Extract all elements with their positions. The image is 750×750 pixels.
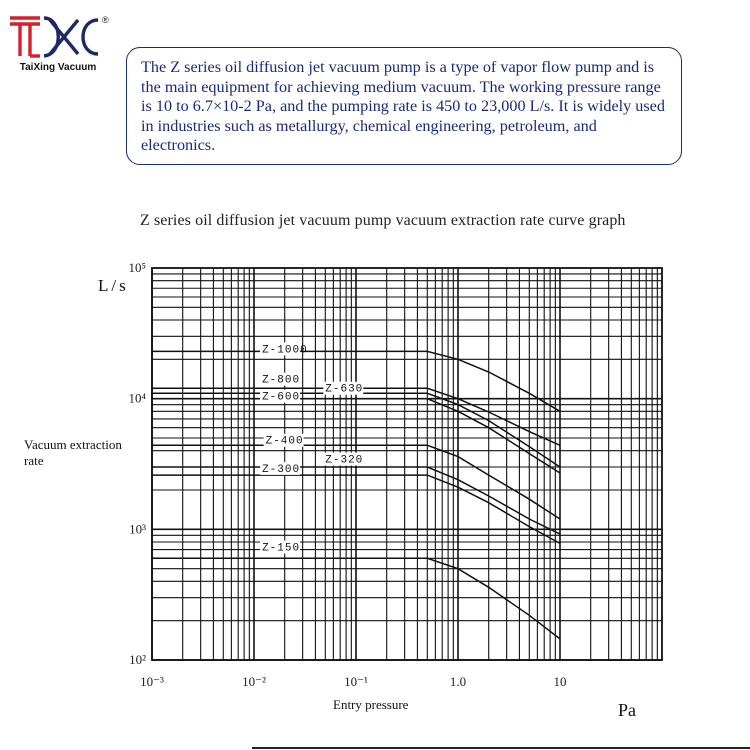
bottom-divider xyxy=(252,747,750,749)
y-axis-label: Vacuum extraction rate xyxy=(24,437,122,468)
series-label-z-1000: Z-1000 xyxy=(262,344,308,357)
series-label-z-800: Z-800 xyxy=(262,374,301,387)
logo-brand-text: TaiXing Vacuum xyxy=(19,62,97,73)
x-tick-label: 10⁻² xyxy=(242,674,266,689)
chart-title: Z series oil diffusion jet vacuum pump vacuum extraction rate curve graph xyxy=(140,212,626,229)
plot-frame xyxy=(152,268,662,660)
y-unit-label: L/s xyxy=(98,276,129,295)
x-tick-label: 1.0 xyxy=(449,674,467,689)
series-label-z-400: Z-400 xyxy=(265,435,304,448)
y-tick-label: 10⁵ xyxy=(128,260,146,275)
series-label-z-630: Z-630 xyxy=(325,383,364,396)
y-tick-label: 10² xyxy=(129,652,146,667)
y-tick-label: 10³ xyxy=(129,521,146,537)
registered-mark: ® xyxy=(102,15,109,25)
x-tick-label: 10⁻³ xyxy=(140,674,164,689)
series-label-z-600: Z-600 xyxy=(262,391,301,404)
series-label-z-150: Z-150 xyxy=(262,542,301,555)
y-tick-label: 10⁴ xyxy=(128,390,146,406)
series-label-z-300: Z-300 xyxy=(262,463,301,476)
chart-grid xyxy=(152,268,662,660)
x-tick-label: 10⁻¹ xyxy=(344,674,368,689)
series-label-z-320: Z-320 xyxy=(325,454,364,467)
description-text: The Z series oil diffusion jet vacuum pump is a type of vapor flow pump and is the main equipment for achieving medium vacuum. The working pressure range is 10 to 6.7×10-2 Pa, and the pumping rate is 450 to 23,000 L/s. It is widely used in industries such as metallurgy, chemical engineering, petroleum, and electronics. xyxy=(141,58,665,154)
x-tick-label: 10 xyxy=(553,674,567,689)
x-axis-label: Entry pressure xyxy=(333,697,409,712)
x-unit-label: Pa xyxy=(618,700,636,720)
